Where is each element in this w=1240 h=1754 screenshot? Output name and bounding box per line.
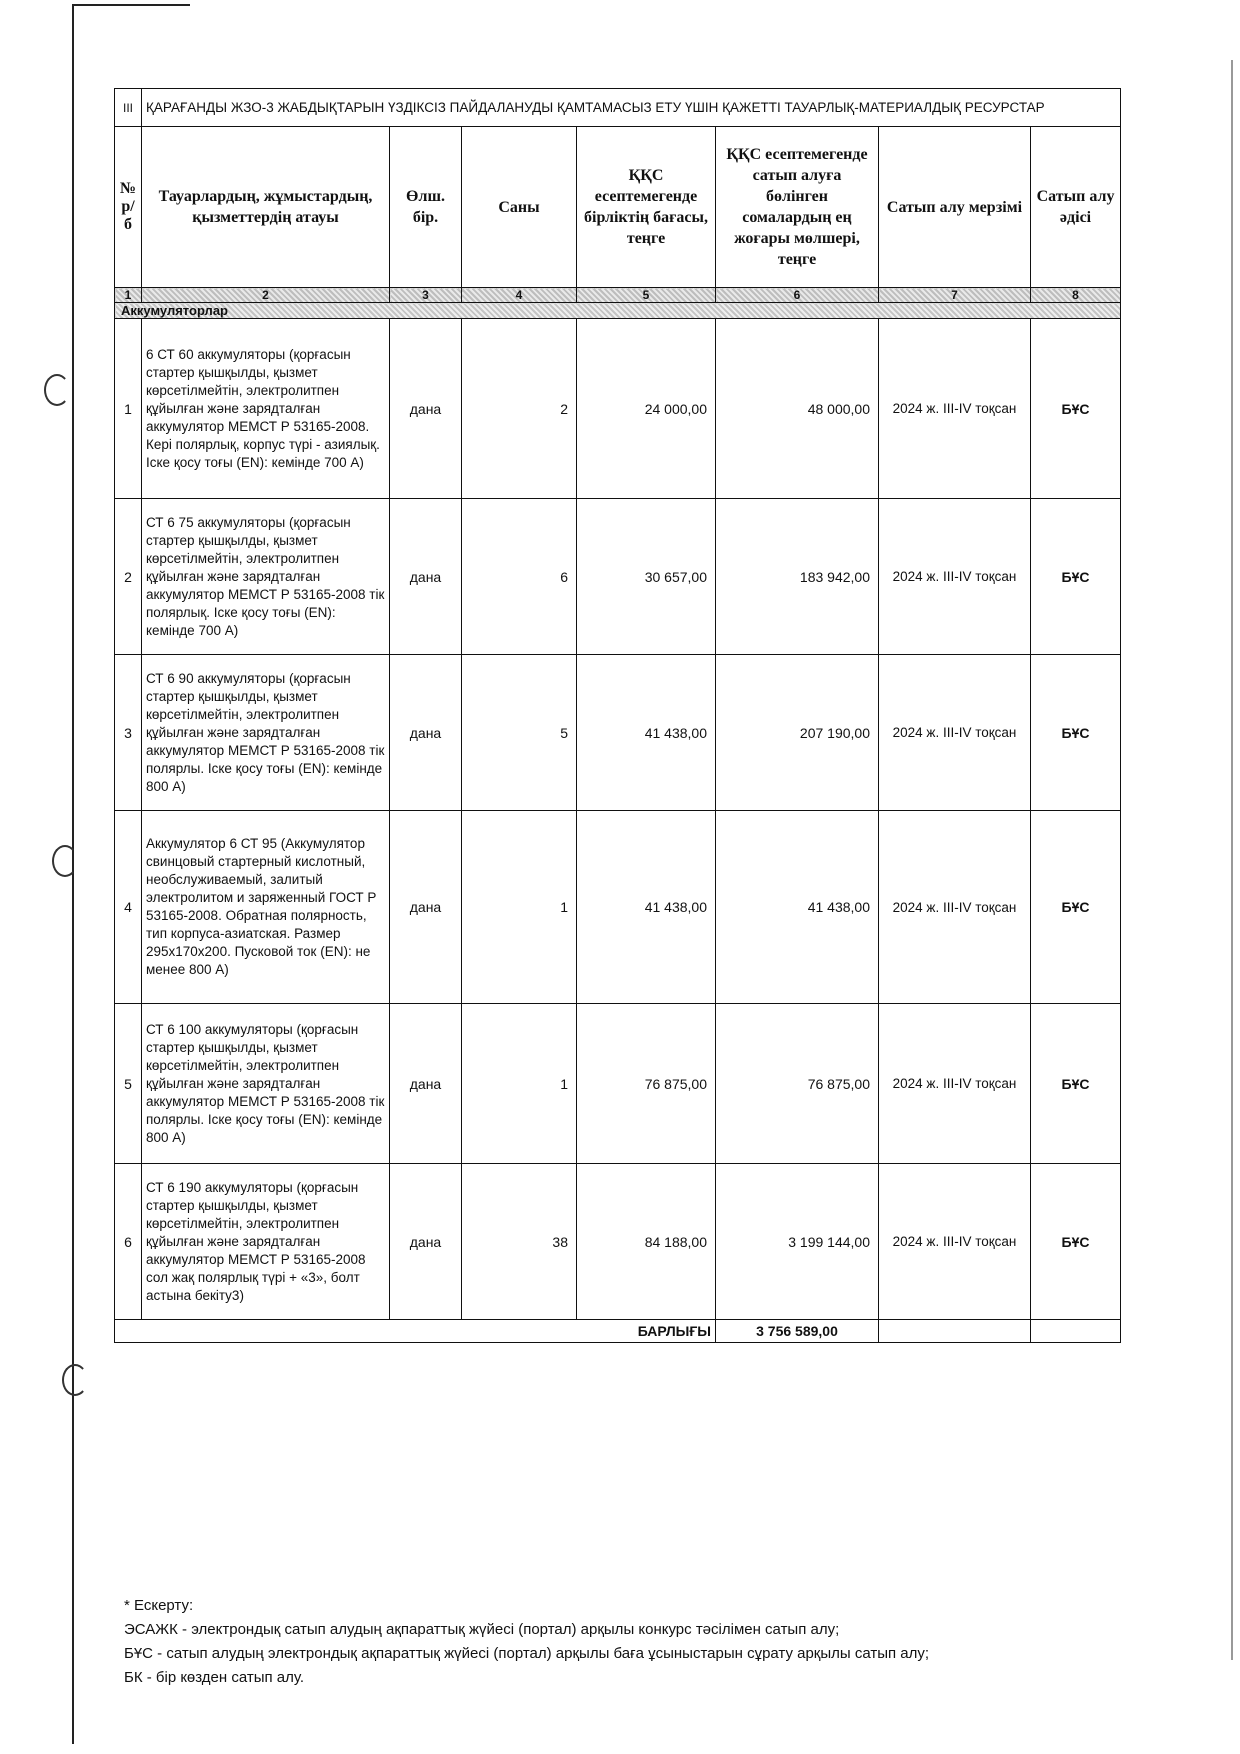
row-num: 6 bbox=[115, 1164, 142, 1320]
column-number: 3 bbox=[390, 288, 462, 303]
column-number: 6 bbox=[716, 288, 879, 303]
column-number: 2 bbox=[142, 288, 390, 303]
row-qty: 5 bbox=[462, 655, 577, 811]
row-method: БҰС bbox=[1031, 499, 1121, 655]
row-total: 76 875,00 bbox=[716, 1004, 879, 1164]
row-qty: 38 bbox=[462, 1164, 577, 1320]
row-period: 2024 ж. III-IV тоқсан bbox=[879, 499, 1031, 655]
header-period: Сатып алу мерзімі bbox=[879, 127, 1031, 288]
summary-row bbox=[115, 1320, 1121, 1343]
row-name: Аккумулятор 6 СТ 95 (Аккумулятор свинцовый стартерный кислотный, необслуживаемый, залитый электролитом и заряженный ГОСТ Р 53165-2008. Обратная полярность, тип корпуса-азиатская. Размер 295x170x200. Пусковой ток (EN): не менее 800 А) bbox=[142, 811, 390, 1004]
column-number: 8 bbox=[1031, 288, 1121, 303]
row-method: БҰС bbox=[1031, 811, 1121, 1004]
binder-hole-top bbox=[44, 374, 70, 406]
header-name: Тауарлардың, жұмыстардың, қызметтердің атауы bbox=[142, 127, 390, 288]
row-name: СТ 6 100 аккумуляторы (қорғасын стартер қышқылды, қызмет көрсетілмейтін, электролитпен құйылған және зарядталған аккумулятор МЕМСТ Р 53165-2008 тік полярлы. Іске қосу тоғы (EN): кемінде 800 А) bbox=[142, 1004, 390, 1164]
footnote-line: БК - бір көзден сатып алу. bbox=[124, 1669, 305, 1686]
row-unit: дана bbox=[390, 655, 462, 811]
row-total: 3 199 144,00 bbox=[716, 1164, 879, 1320]
row-period: 2024 ж. III-IV тоқсан bbox=[879, 655, 1031, 811]
row-total: 207 190,00 bbox=[716, 655, 879, 811]
row-price: 84 188,00 bbox=[577, 1164, 716, 1320]
footnotes bbox=[124, 1594, 1124, 1690]
row-method: БҰС bbox=[1031, 319, 1121, 499]
row-method: БҰС bbox=[1031, 1004, 1121, 1164]
row-name: СТ 6 90 аккумуляторы (қорғасын стартер қышқылды, қызмет көрсетілмейтін, электролитпен құйылған және зарядталған аккумулятор МЕМСТ Р 53165-2008 тік полярлы. Іске қосу тоғы (EN): кемінде 800 А) bbox=[142, 655, 390, 811]
row-num: 4 bbox=[115, 811, 142, 1004]
row-name: 6 СТ 60 аккумуляторы (қорғасын стартер қышқылды, қызмет көрсетілмейтін, электролитпен құйылған және зарядталған аккумулятор МЕМСТ Р 53165-2008. Кері полярлық, корпус түрі - азиялық. Іске қосу тоғы (EN): кемінде 700 А) bbox=[142, 319, 390, 499]
row-price: 76 875,00 bbox=[577, 1004, 716, 1164]
summary-label: БАРЛЫҒЫ bbox=[115, 1320, 716, 1343]
row-period: 2024 ж. III-IV тоқсан bbox=[879, 811, 1031, 1004]
column-number: 1 bbox=[115, 288, 142, 303]
row-unit: дана bbox=[390, 319, 462, 499]
row-period: 2024 ж. III-IV тоқсан bbox=[879, 1004, 1031, 1164]
header-unit: Өлш. бір. bbox=[390, 127, 462, 288]
table-row bbox=[115, 811, 1121, 1004]
section-number: III bbox=[115, 89, 142, 127]
header-method: Сатып алу әдісі bbox=[1031, 127, 1121, 288]
scan-edge-top bbox=[72, 4, 190, 6]
table-row bbox=[115, 655, 1121, 811]
section-title: ҚАРАҒАНДЫ ЖЗО-3 ЖАБДЫҚТАРЫН ҮЗДІКСІЗ ПАЙДАЛАНУДЫ ҚАМТАМАСЫЗ ЕТУ ҮШІН ҚАЖЕТТІ ТАУАРЛЫҚ-МАТЕРИАЛДЫҚ РЕСУРСТАР bbox=[142, 89, 1121, 127]
row-qty: 2 bbox=[462, 319, 577, 499]
resources-table bbox=[114, 88, 1121, 1343]
row-num: 5 bbox=[115, 1004, 142, 1164]
summary-value: 3 756 589,00 bbox=[716, 1320, 879, 1343]
row-period: 2024 ж. III-IV тоқсан bbox=[879, 319, 1031, 499]
row-num: 1 bbox=[115, 319, 142, 499]
table-row bbox=[115, 319, 1121, 499]
row-price: 41 438,00 bbox=[577, 811, 716, 1004]
column-number: 4 bbox=[462, 288, 577, 303]
row-num: 3 bbox=[115, 655, 142, 811]
row-qty: 1 bbox=[462, 1004, 577, 1164]
scan-edge-right bbox=[1231, 60, 1233, 1660]
column-number-row bbox=[115, 288, 1121, 303]
header-price: ҚҚС есептемегенде бірліктің бағасы, теңге bbox=[577, 127, 716, 288]
table-row bbox=[115, 499, 1121, 655]
row-name: СТ 6 75 аккумуляторы (қорғасын стартер қышқылды, қызмет көрсетілмейтін, электролитпен құйылған және зарядталған аккумулятор МЕМСТ Р 53165-2008 тік полярлық. Іске қосу тоғы (EN): кемінде 700 А) bbox=[142, 499, 390, 655]
binder-hole-bottom bbox=[62, 1364, 88, 1396]
summary-empty-cell bbox=[879, 1320, 1031, 1343]
table-row bbox=[115, 1164, 1121, 1320]
row-price: 41 438,00 bbox=[577, 655, 716, 811]
row-qty: 6 bbox=[462, 499, 577, 655]
row-qty: 1 bbox=[462, 811, 577, 1004]
row-total: 41 438,00 bbox=[716, 811, 879, 1004]
row-name: СТ 6 190 аккумуляторы (қорғасын стартер қышқылды, қызмет көрсетілмейтін, электролитпен құйылған және зарядталған аккумулятор МЕМСТ Р 53165-2008 сол жақ полярлық түрі + «3», болт астына бекіту3) bbox=[142, 1164, 390, 1320]
group-row bbox=[115, 303, 1121, 319]
row-method: БҰС bbox=[1031, 655, 1121, 811]
column-number: 7 bbox=[879, 288, 1031, 303]
summary-empty-cell bbox=[1031, 1320, 1121, 1343]
row-num: 2 bbox=[115, 499, 142, 655]
row-total: 183 942,00 bbox=[716, 499, 879, 655]
row-price: 24 000,00 bbox=[577, 319, 716, 499]
group-label: Аккумуляторлар bbox=[115, 303, 1121, 319]
column-number: 5 bbox=[577, 288, 716, 303]
binder-hole-middle bbox=[52, 845, 78, 877]
row-total: 48 000,00 bbox=[716, 319, 879, 499]
footnote-line: БҰС - сатып алудың электрондық ақпараттық жүйесі (портал) арқылы баға ұсыныстарын сұрату арқылы сатып алу; bbox=[124, 1645, 930, 1662]
section-row bbox=[115, 89, 1121, 127]
row-price: 30 657,00 bbox=[577, 499, 716, 655]
header-num: № р/б bbox=[115, 127, 142, 288]
row-unit: дана bbox=[390, 811, 462, 1004]
row-unit: дана bbox=[390, 499, 462, 655]
footnote-line: ЭСАЖК - электрондық сатып алудың ақпараттық жүйесі (портал) арқылы конкурс тәсілімен сатып алу; bbox=[124, 1621, 840, 1638]
header-row bbox=[115, 127, 1121, 288]
header-total: ҚҚС есептемегенде сатып алуға бөлінген сомалардың ең жоғары мөлшері, теңге bbox=[716, 127, 879, 288]
row-period: 2024 ж. III-IV тоқсан bbox=[879, 1164, 1031, 1320]
header-qty: Саны bbox=[462, 127, 577, 288]
table-row bbox=[115, 1004, 1121, 1164]
row-unit: дана bbox=[390, 1164, 462, 1320]
footnote-title: * Ескерту: bbox=[124, 1597, 194, 1614]
row-unit: дана bbox=[390, 1004, 462, 1164]
row-method: БҰС bbox=[1031, 1164, 1121, 1320]
